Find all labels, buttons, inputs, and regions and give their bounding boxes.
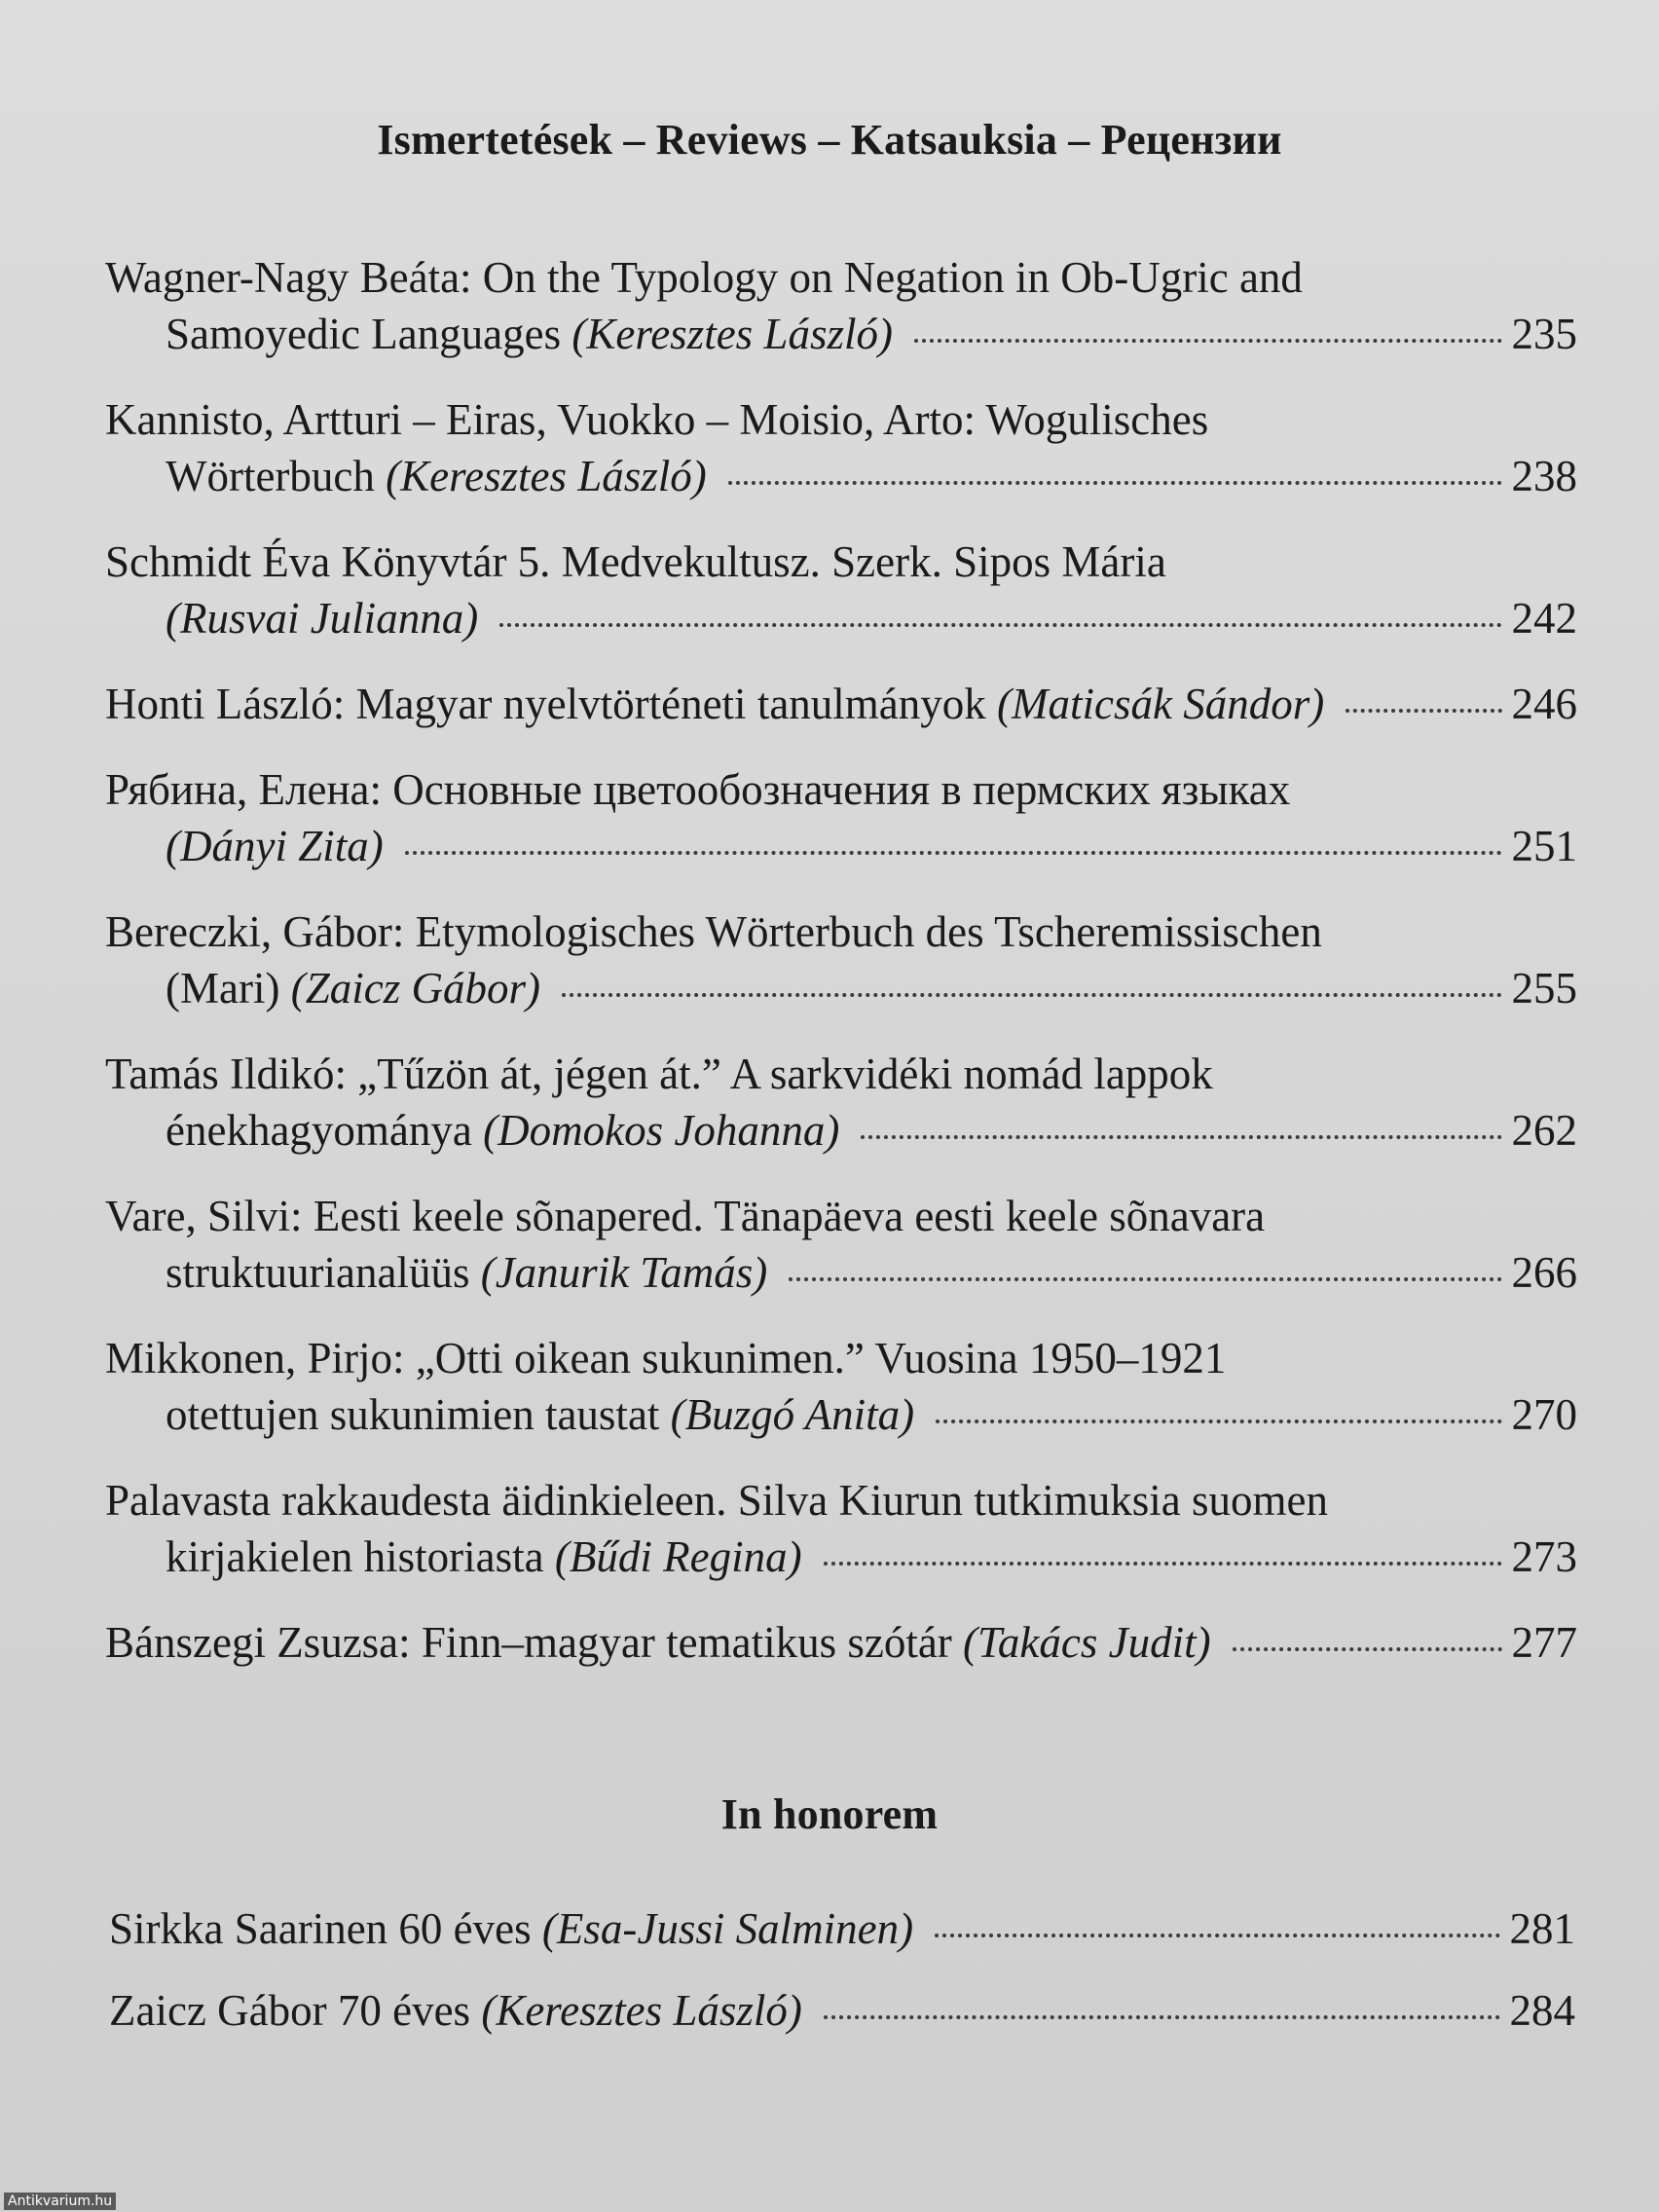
entry-page-number: 273 — [1511, 1532, 1577, 1581]
entry-title-continued: otettujen sukunimien taustat — [166, 1390, 660, 1439]
watermark: Antikvarium.hu — [4, 2193, 116, 2210]
toc-entry — [105, 391, 1577, 504]
entry-title: Tamás Ildikó: „Tűzön át, jégen át.” A sarkvidéki nomád lappok — [105, 1050, 1213, 1098]
dot-leader — [789, 1277, 1501, 1281]
entry-page-number: 251 — [1511, 822, 1577, 870]
entry-title-continued: (Mari) — [166, 964, 280, 1013]
toc-entry — [105, 1472, 1577, 1585]
entry-title: Schmidt Éva Könyvtár 5. Medvekultusz. Szerk. Sipos Mária — [105, 537, 1166, 586]
entry-page-number: 242 — [1511, 594, 1577, 643]
entry-reviewer: (Janurik Tamás) — [480, 1248, 768, 1297]
entry-title-continued: Wörterbuch — [166, 452, 375, 500]
dot-leader — [499, 623, 1501, 627]
dot-leader — [728, 481, 1502, 485]
entry-reviewer: (Buzgó Anita) — [670, 1390, 915, 1439]
toc-entry — [105, 1188, 1577, 1301]
dot-leader — [936, 1419, 1501, 1423]
dot-leader — [824, 1562, 1502, 1566]
toc-entry — [105, 534, 1577, 646]
entry-page-number: 255 — [1511, 964, 1577, 1013]
dot-leader — [562, 993, 1502, 997]
entry-title-continued: Samoyedic Languages — [166, 310, 562, 358]
entry-title: Рябина, Елена: Основные цветообозначения в пермских языках — [105, 765, 1291, 814]
entry-title-continued: énekhagyománya — [166, 1106, 472, 1155]
toc-entry — [105, 1330, 1577, 1443]
dot-leader — [1346, 709, 1501, 713]
entry-reviewer: (Takács Judit) — [963, 1618, 1211, 1667]
entry-page-number: 277 — [1511, 1618, 1577, 1667]
entry-title: Mikkonen, Pirjo: „Otti oikean sukunimen.” Vuosina 1950–1921 — [105, 1334, 1227, 1382]
entry-reviewer: (Keresztes László) — [571, 310, 893, 358]
entry-reviewer: (Rusvai Julianna) — [166, 594, 479, 643]
entry-page-number: 270 — [1511, 1390, 1577, 1439]
entry-title: Zaicz Gábor 70 éves — [109, 1986, 471, 2035]
honorem-list — [109, 1900, 1575, 2064]
entry-title: Sirkka Saarinen 60 éves — [109, 1904, 532, 1953]
reviews-heading: Ismertetések – Reviews – Katsauksia – Рецензии — [377, 116, 1282, 164]
toc-entry — [105, 903, 1577, 1016]
toc-entry — [105, 761, 1577, 874]
entry-page-number: 284 — [1509, 1986, 1575, 2035]
toc-entry — [105, 676, 1577, 732]
entry-page-number: 281 — [1509, 1904, 1575, 1953]
entry-title: Bánszegi Zsuzsa: Finn–magyar tematikus szótár — [105, 1618, 952, 1667]
entry-reviewer: (Domokos Johanna) — [483, 1106, 840, 1155]
toc-entry — [105, 1046, 1577, 1159]
entry-title-continued: struktuurianalüüs — [166, 1248, 470, 1297]
entry-reviewer: (Keresztes László) — [386, 452, 707, 500]
entry-reviewer: (Maticsák Sándor) — [997, 680, 1325, 728]
entry-title-continued: kirjakielen historiasta — [166, 1532, 544, 1581]
honorem-heading: In honorem — [720, 1790, 939, 1838]
entry-page-number: 266 — [1511, 1248, 1577, 1297]
dot-leader — [1233, 1647, 1502, 1651]
dot-leader — [405, 851, 1502, 855]
entry-title: Wagner-Nagy Beáta: On the Typology on Negation in Ob-Ugric and — [105, 253, 1303, 302]
entry-title: Honti László: Magyar nyelvtörténeti tanulmányok — [105, 680, 986, 728]
dot-leader — [824, 2015, 1500, 2019]
entry-title: Bereczki, Gábor: Etymologisches Wörterbuch des Tscheremissischen — [105, 907, 1322, 956]
entry-page-number: 238 — [1511, 452, 1577, 500]
toc-entry — [109, 1982, 1575, 2039]
dot-leader — [914, 339, 1502, 343]
entry-title: Vare, Silvi: Eesti keele sõnapered. Tänapäeva eesti keele sõnavara — [105, 1192, 1266, 1240]
entry-title: Kannisto, Artturi – Eiras, Vuokko – Moisio, Arto: Wogulisches — [105, 395, 1209, 444]
entry-title: Palavasta rakkaudesta äidinkieleen. Silva Kiurun tutkimuksia suomen — [105, 1476, 1328, 1525]
entry-page-number: 246 — [1511, 680, 1577, 728]
toc-entry — [109, 1900, 1575, 1957]
dot-leader — [861, 1135, 1501, 1139]
entry-reviewer: (Zaicz Gábor) — [290, 964, 540, 1013]
entry-reviewer: (Bűdi Regina) — [554, 1532, 802, 1581]
dot-leader — [935, 1934, 1499, 1937]
toc-entry — [105, 1614, 1577, 1671]
entry-reviewer: (Keresztes László) — [481, 1986, 802, 2035]
reviews-list — [105, 249, 1577, 1700]
toc-entry — [105, 249, 1577, 362]
entry-page-number: 262 — [1511, 1106, 1577, 1155]
entry-page-number: 235 — [1511, 310, 1577, 358]
entry-reviewer: (Dányi Zita) — [166, 822, 384, 870]
entry-reviewer: (Esa-Jussi Salminen) — [541, 1904, 914, 1953]
